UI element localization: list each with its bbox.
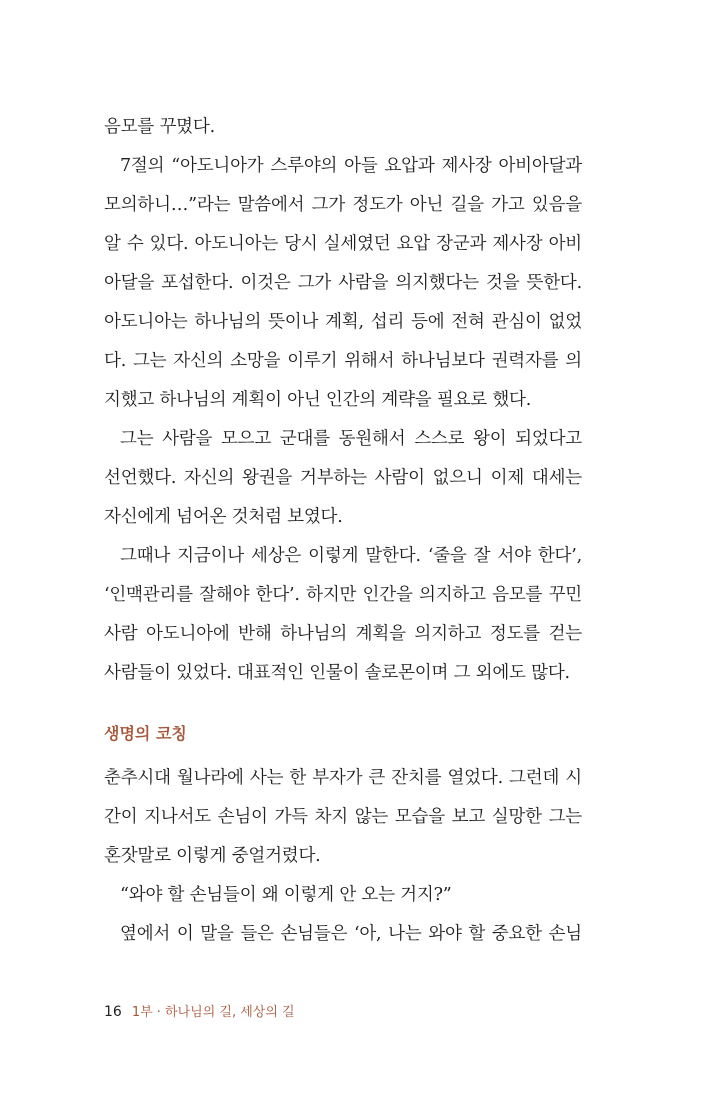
section-line: 옆에서 이 말을 들은 손님들은 ‘아, 나는 와야 할 중요한 손님 <box>120 924 582 944</box>
section-line: 간이 지나서도 손님이 가득 차지 않는 모습을 보고 실망한 그는 <box>104 807 582 827</box>
running-section-title: 1부 · 하나님의 길, 세상의 길 <box>131 1005 295 1020</box>
body-line: 다. 그는 자신의 소망을 이루기 위해서 하나님보다 권력자를 의 <box>104 351 582 371</box>
body-line: 그는 사람을 모으고 군대를 동원해서 스스로 왕이 되었다고 <box>120 429 582 449</box>
page-footer <box>104 1002 295 1023</box>
page-number: 16 <box>104 1004 122 1020</box>
body-line: 음모를 꾸몄다. <box>104 117 215 137</box>
body-line: 알 수 있다. 아도니아는 당시 실세였던 요압 장군과 제사장 아비 <box>104 234 582 254</box>
body-line: 아달을 포섭한다. 이것은 그가 사람을 의지했다는 것을 뜻한다. <box>104 273 582 293</box>
body-line: 사람 아도니아에 반해 하나님의 계획을 의지하고 정도를 걷는 <box>104 624 582 644</box>
body-line: 지했고 하나님의 계획이 아닌 인간의 계략을 필요로 했다. <box>104 390 532 410</box>
section-line: “와야 할 손님들이 왜 이렇게 안 오는 거지?” <box>120 885 452 905</box>
body-line: 7절의 “아도니아가 스루야의 아들 요압과 제사장 아비아달과 <box>120 156 582 176</box>
section-heading: 생명의 코칭 <box>104 724 187 743</box>
section-line: 혼잣말로 이렇게 중얼거렸다. <box>104 846 321 866</box>
body-line: 사람들이 있었다. 대표적인 인물이 솔로몬이며 그 외에도 많다. <box>104 663 570 683</box>
body-line: 자신에게 넘어온 것처럼 보였다. <box>104 507 343 527</box>
body-line: ‘인맥관리를 잘해야 한다’. 하지만 인간을 의지하고 음모를 꾸민 <box>104 585 582 605</box>
body-line: 선언했다. 자신의 왕권을 거부하는 사람이 없으니 이제 대세는 <box>104 468 582 488</box>
body-line: 아도니아는 하나님의 뜻이나 계획, 섭리 등에 전혀 관심이 없었 <box>104 312 582 332</box>
section-line: 춘추시대 월나라에 사는 한 부자가 큰 잔치를 열었다. 그런데 시 <box>104 768 582 788</box>
body-line: 모의하니…”라는 말씀에서 그가 정도가 아닌 길을 가고 있음을 <box>104 195 582 215</box>
body-line: 그때나 지금이나 세상은 이렇게 말한다. ‘줄을 잘 서야 한다’, <box>120 546 582 566</box>
